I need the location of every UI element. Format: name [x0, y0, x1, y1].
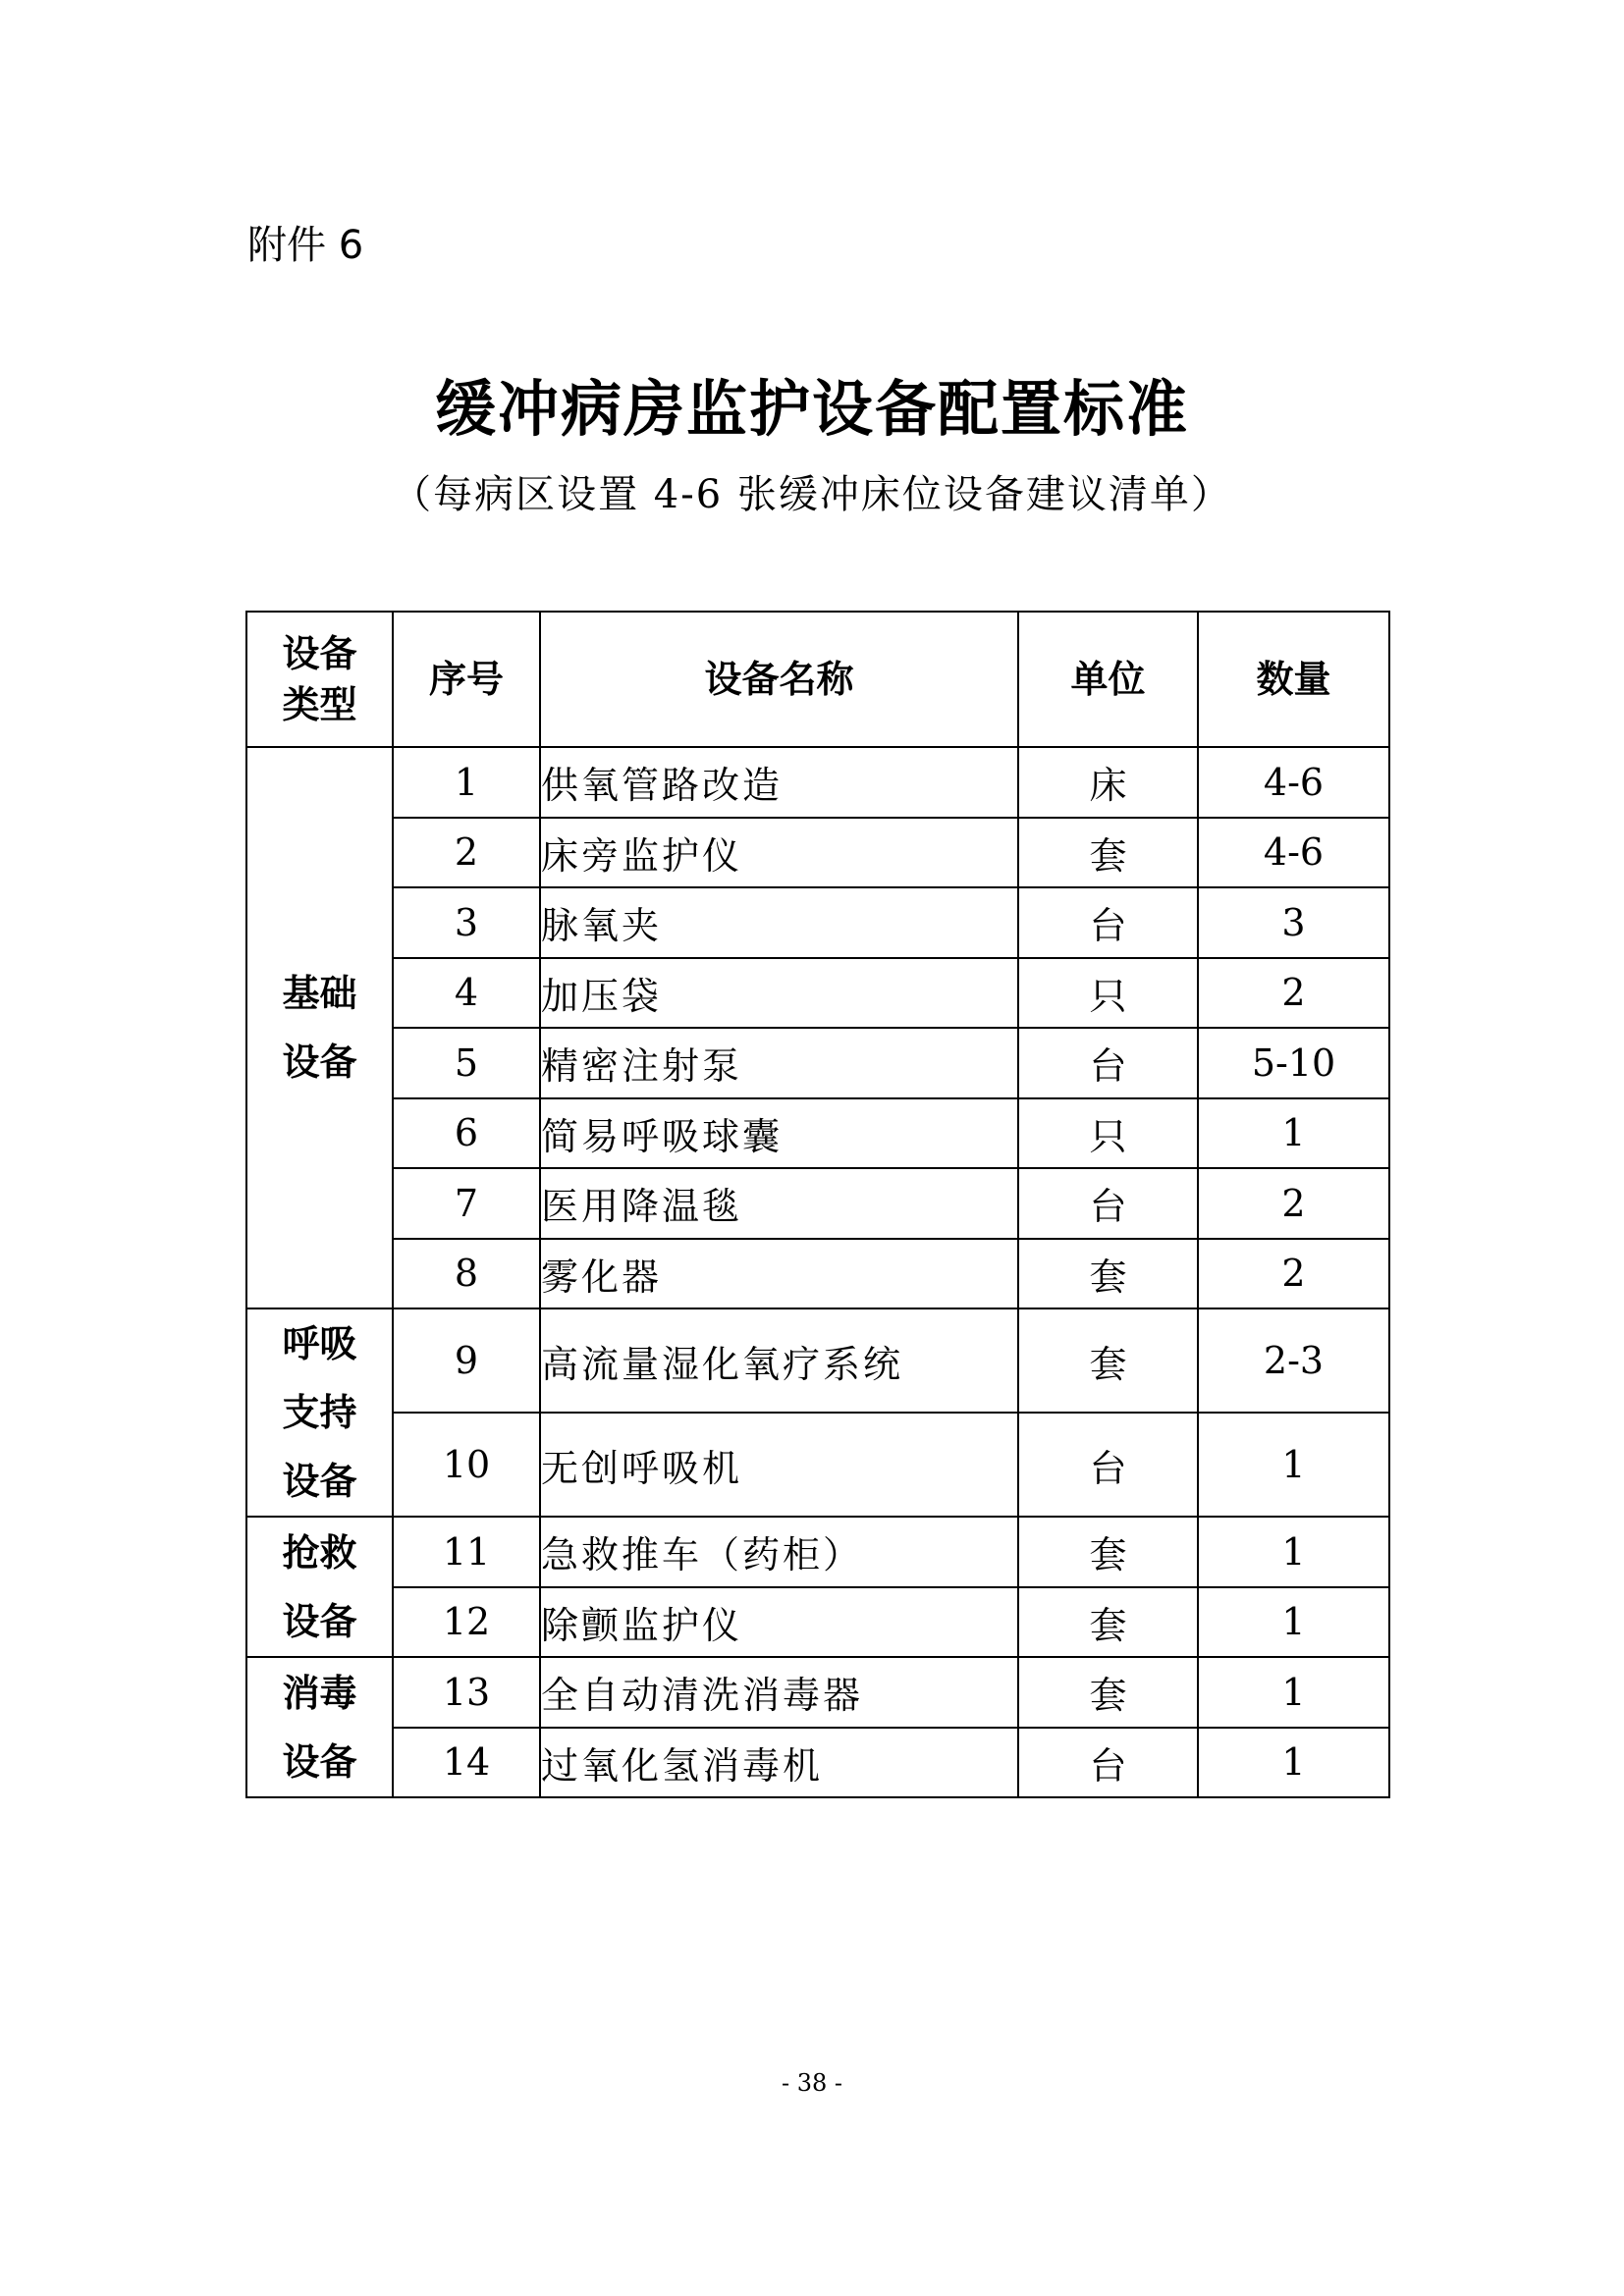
row-name: 精密注射泵 [540, 1028, 1018, 1098]
table-row [246, 1728, 1389, 1798]
row-quantity: 1 [1198, 1728, 1389, 1798]
header-category-line1: 设备 [282, 632, 357, 675]
row-unit: 台 [1018, 1413, 1198, 1517]
row-number: 9 [393, 1308, 540, 1413]
row-quantity: 3 [1198, 887, 1389, 958]
row-number: 12 [393, 1587, 540, 1658]
row-number: 8 [393, 1239, 540, 1309]
row-quantity: 2 [1198, 958, 1389, 1029]
row-unit: 只 [1018, 1098, 1198, 1169]
category-rescue [246, 1517, 393, 1657]
row-quantity: 1 [1198, 1517, 1389, 1587]
table-row [246, 1587, 1389, 1658]
table-row [246, 1308, 1389, 1413]
row-unit: 台 [1018, 887, 1198, 958]
category-disinfection [246, 1657, 393, 1797]
row-quantity: 4-6 [1198, 818, 1389, 888]
category-respiratory-line1: 呼吸 [282, 1322, 357, 1365]
header-category-line2: 类型 [282, 683, 357, 726]
row-name: 供氧管路改造 [540, 747, 1018, 818]
category-rescue-line2: 设备 [282, 1599, 357, 1643]
attachment-label: 附件 6 [247, 223, 364, 268]
table-row [246, 1239, 1389, 1309]
row-unit: 套 [1018, 1239, 1198, 1309]
category-rescue-line1: 抢救 [282, 1530, 357, 1575]
row-number: 11 [393, 1517, 540, 1587]
row-quantity: 2 [1198, 1239, 1389, 1309]
row-number: 3 [393, 887, 540, 958]
row-number: 7 [393, 1168, 540, 1239]
row-unit: 套 [1018, 818, 1198, 888]
row-unit: 套 [1018, 1517, 1198, 1587]
document-title: 缓冲病房监护设备配置标准 [434, 373, 1189, 445]
row-unit: 套 [1018, 1587, 1198, 1658]
row-unit: 台 [1018, 1168, 1198, 1239]
row-number: 2 [393, 818, 540, 888]
table-row [246, 818, 1389, 888]
category-disinfection-line2: 设备 [282, 1739, 357, 1784]
row-name: 医用降温毯 [540, 1168, 1018, 1239]
category-basic [246, 747, 393, 1308]
row-name: 无创呼吸机 [540, 1413, 1018, 1517]
page-number: - 38 - [781, 2069, 842, 2097]
row-quantity: 5-10 [1198, 1028, 1389, 1098]
row-unit: 台 [1018, 1728, 1198, 1798]
table-row [246, 1517, 1389, 1587]
row-name: 简易呼吸球囊 [540, 1098, 1018, 1169]
table-row [246, 1028, 1389, 1098]
row-number: 5 [393, 1028, 540, 1098]
row-unit: 套 [1018, 1308, 1198, 1413]
row-name: 除颤监护仪 [540, 1587, 1018, 1658]
row-unit: 床 [1018, 747, 1198, 818]
document-subtitle: （每病区设置 4-6 张缓冲床位设备建议清单） [392, 472, 1232, 517]
table-header-row [246, 612, 1389, 747]
row-number: 10 [393, 1413, 540, 1517]
row-quantity: 1 [1198, 1587, 1389, 1658]
row-quantity: 4-6 [1198, 747, 1389, 818]
equipment-table [245, 611, 1390, 1798]
row-name: 雾化器 [540, 1239, 1018, 1309]
row-quantity: 2 [1198, 1168, 1389, 1239]
table-row [246, 958, 1389, 1029]
table-row [246, 1657, 1389, 1728]
category-respiratory-line2: 支持 [282, 1391, 357, 1434]
category-respiratory-line3: 设备 [282, 1460, 357, 1503]
row-quantity: 1 [1198, 1657, 1389, 1728]
row-unit: 套 [1018, 1657, 1198, 1728]
row-name: 脉氧夹 [540, 887, 1018, 958]
header-name: 设备名称 [540, 612, 1018, 747]
table-row [246, 747, 1389, 818]
category-respiratory [246, 1308, 393, 1517]
header-category [246, 612, 393, 747]
row-name: 床旁监护仪 [540, 818, 1018, 888]
row-quantity: 2-3 [1198, 1308, 1389, 1413]
row-unit: 只 [1018, 958, 1198, 1029]
table-row [246, 887, 1389, 958]
table-row [246, 1413, 1389, 1517]
table-row [246, 1168, 1389, 1239]
header-quantity: 数量 [1198, 612, 1389, 747]
row-number: 13 [393, 1657, 540, 1728]
category-basic-line1: 基础 [282, 972, 357, 1015]
row-number: 4 [393, 958, 540, 1029]
row-number: 1 [393, 747, 540, 818]
row-name: 加压袋 [540, 958, 1018, 1029]
row-number: 14 [393, 1728, 540, 1798]
row-quantity: 1 [1198, 1098, 1389, 1169]
row-number: 6 [393, 1098, 540, 1169]
row-quantity: 1 [1198, 1413, 1389, 1517]
table-row [246, 1098, 1389, 1169]
category-basic-line2: 设备 [282, 1041, 357, 1084]
header-unit: 单位 [1018, 612, 1198, 747]
header-number: 序号 [393, 612, 540, 747]
row-unit: 台 [1018, 1028, 1198, 1098]
row-name: 过氧化氢消毒机 [540, 1728, 1018, 1798]
row-name: 全自动清洗消毒器 [540, 1657, 1018, 1728]
row-name: 急救推车（药柜） [540, 1517, 1018, 1587]
category-disinfection-line1: 消毒 [282, 1671, 357, 1715]
row-name: 高流量湿化氧疗系统 [540, 1308, 1018, 1413]
